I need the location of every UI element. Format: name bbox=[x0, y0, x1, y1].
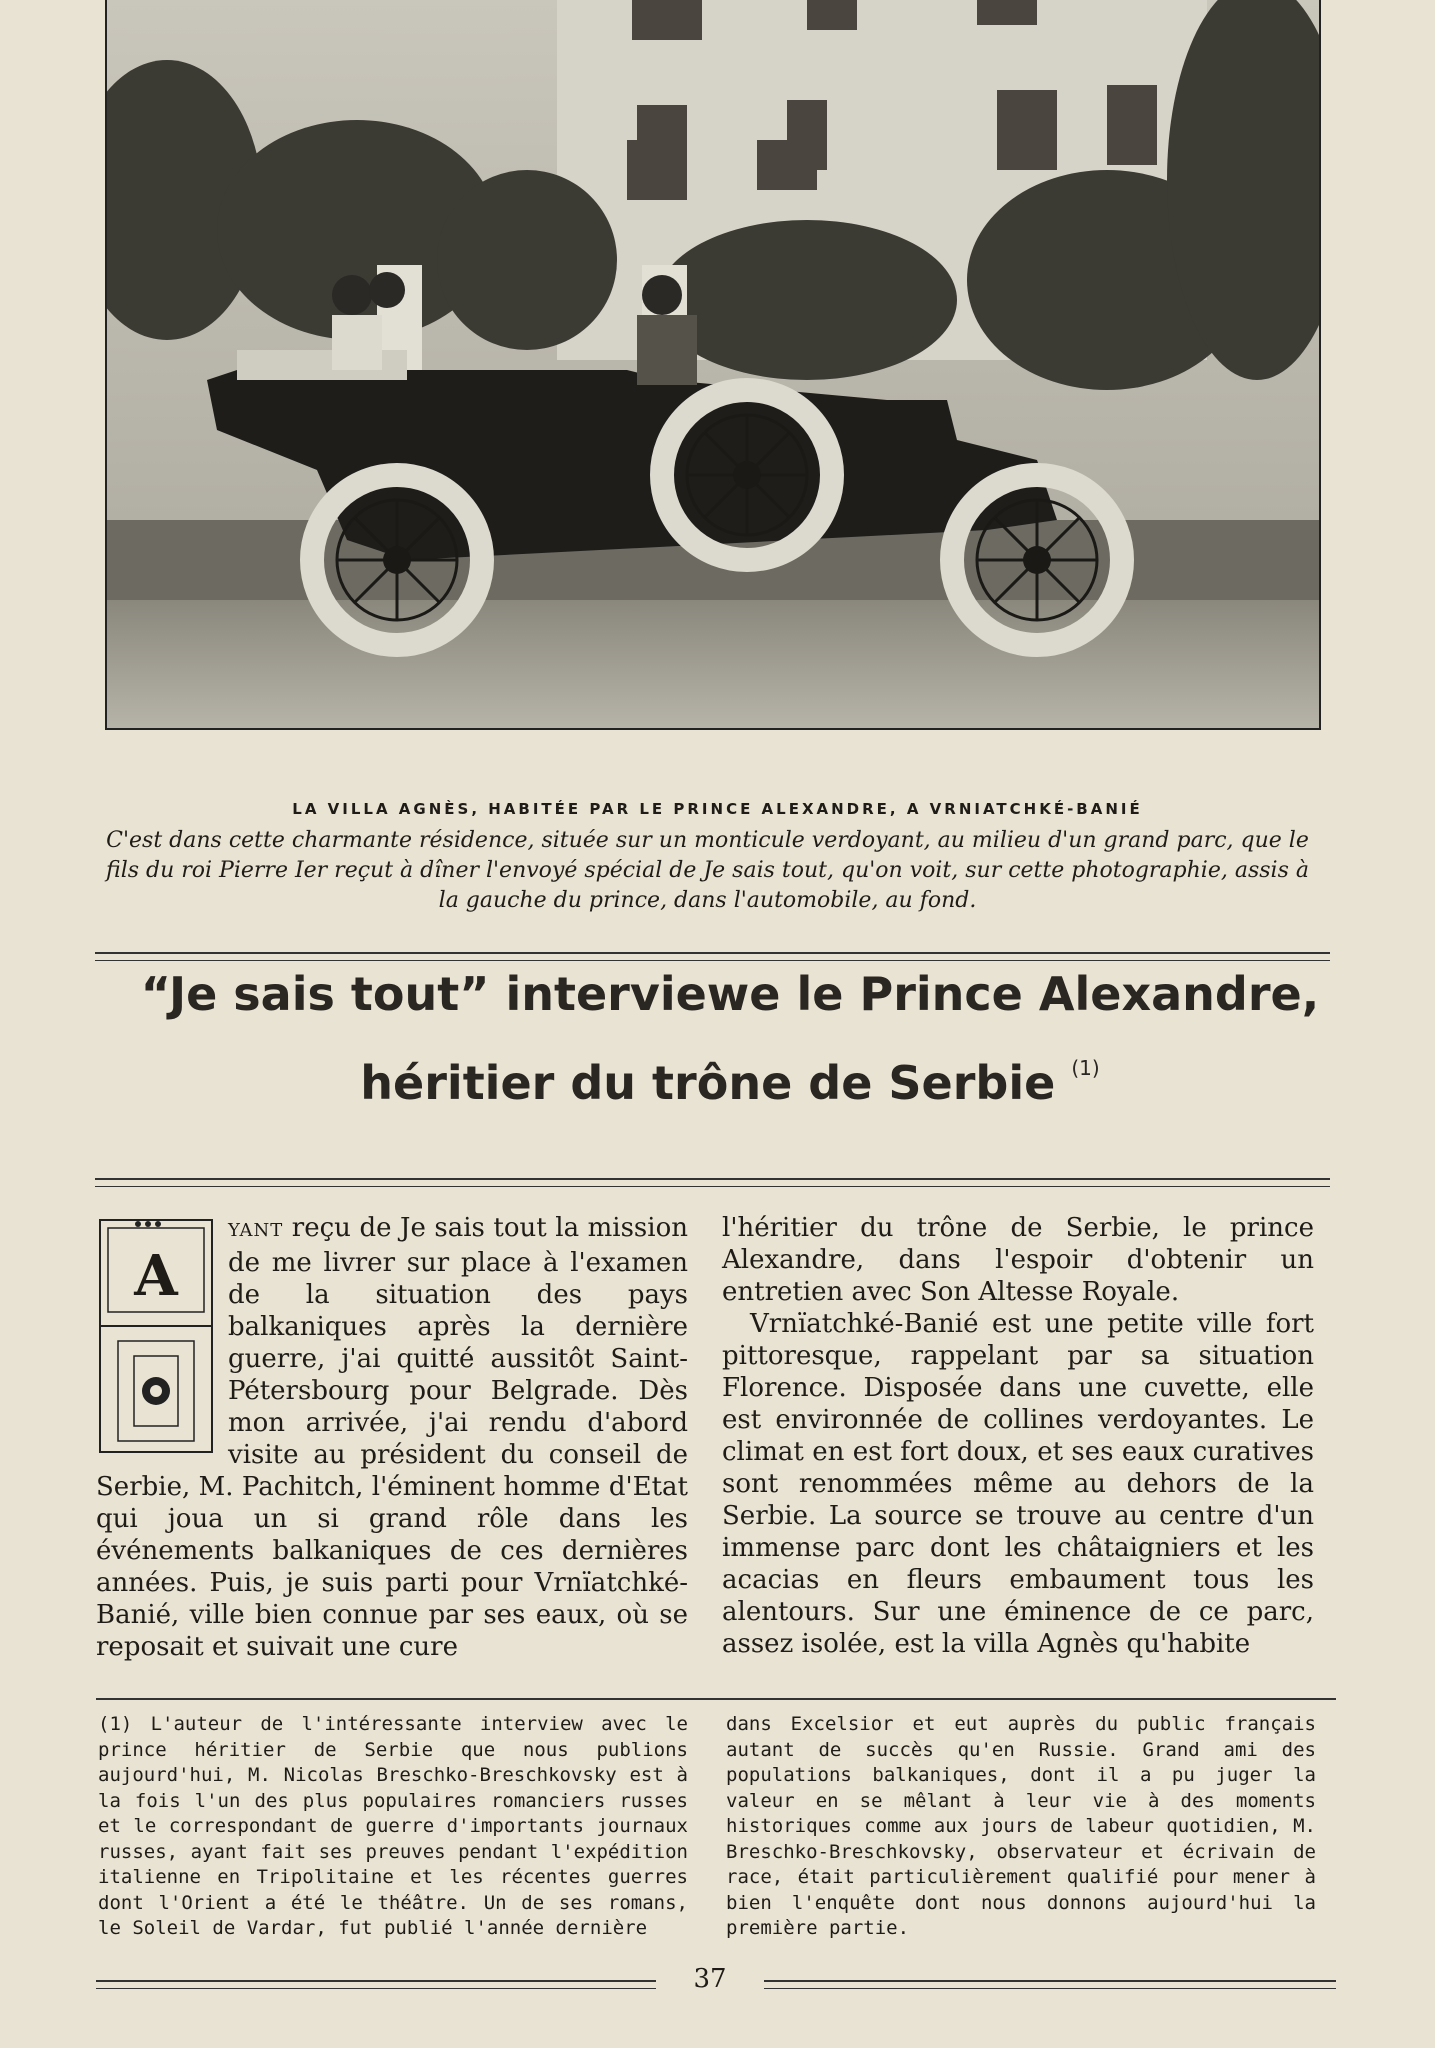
photo-villa-agnes bbox=[105, 0, 1321, 730]
lead-smallcap: YANT bbox=[228, 1220, 284, 1241]
photo-caption-text: C'est dans cette charmante résidence, située sur un monticule verdoyant, au milieu d'un grand parc, que le fils du roi Pierre Ier reçut à dîner l'envoyé spécial de Je sais tout, qu'on voit, sur cette photographie, assis à la gauche du prince, dans l'automobile, au fond. bbox=[106, 828, 1309, 913]
footnote-right bbox=[726, 1712, 1316, 1942]
footnote-left bbox=[98, 1712, 688, 1942]
article-column-right bbox=[722, 1212, 1314, 1660]
dropcap-letter: A bbox=[134, 1243, 178, 1309]
photo-caption-title: LA VILLA AGNÈS, HABITÉE PAR LE PRINCE ALEXANDRE, A VRNIATCHKÉ-BANIÉ bbox=[292, 800, 1143, 818]
headline-line-1: “Je sais tout” interviewe le Prince Alexandre, bbox=[140, 967, 1320, 1021]
page-rule-right bbox=[764, 1980, 1336, 1989]
left-column-text: reçu de Je sais tout la mission de me livrer sur place à l'examen de la situation des pays balkaniques après la dernière guerre, j'ai quitté aussitôt Saint-Pétersbourg pour Belgrade. Dès mon arrivée, j'ai rendu d'abord visite au président du conseil de Serbie, M. Pachitch, l'éminent homme d'Etat qui joua un si grand rôle dans les événements balkaniques de ces dernières années. Puis, je suis parti pour Vrnïatchké-Banié, ville bien connue par ses eaux, où se reposait et suivait une cure bbox=[96, 1213, 688, 1662]
photo-illustration bbox=[107, 0, 1319, 728]
divider-rule bbox=[95, 952, 1330, 961]
page-number: 37 bbox=[693, 1964, 727, 1994]
headline-line-2-text: héritier du trône de Serbie bbox=[360, 1056, 1056, 1110]
headline-line-2 bbox=[60, 1026, 1400, 1125]
right-column-paragraph-1: l'héritier du trône de Serbie, le prince Alexandre, dans l'espoir d'obtenir un entretien avec Son Altesse Royale. bbox=[722, 1213, 1314, 1307]
headline-footnote-marker: (1) bbox=[1071, 1056, 1100, 1080]
article-headline bbox=[60, 962, 1400, 1125]
right-column-paragraph-2: Vrnïatchké-Banié est une petite ville fort pittoresque, rappelant par sa situation Florence. Disposée dans une cuvette, elle est environnée de collines verdoyantes. Le climat en est fort doux, et ses eaux curatives sont renommées même au dehors de la Serbie. La source se trouve au centre d'un immense parc dont les châtaigniers et les acacias en fleurs embaument tous les alentours. Sur une éminence de ce parc, assez isolée, est la villa Agnès qu'habite bbox=[722, 1309, 1314, 1659]
article-column-left bbox=[96, 1212, 688, 1663]
footnote-rule bbox=[96, 1698, 1336, 1700]
footnote-right-text: dans Excelsior et eut auprès du public français autant de succès qu'en Russie. Grand ami des populations balkaniques, dont il a pu juger la valeur en se mêlant à leur vie à des moments historiques comme aux jours de labeur quotidien, M. Breschko-Breschkovsky, observateur et écrivain de race, était particulièrement qualifié pour mener à bien l'enquête dont nous donnons aujourd'hui la première partie. bbox=[726, 1713, 1316, 1939]
footnote-left-text: (1) L'auteur de l'intéressante interview avec le prince héritier de Serbie que nous publions aujourd'hui, M. Nicolas Breschko-Breschkovsky est à la fois l'un des plus populaires romanciers russes et le correspondant de guerre d'importants journaux russes, ayant fait ses preuves pendant l'expédition italienne en Tripolitaine et les récentes guerres dont l'Orient a été le théâtre. Un de ses romans, le Soleil de Vardar, fut publié l'année dernière bbox=[98, 1713, 688, 1939]
divider-rule bbox=[95, 1178, 1330, 1187]
dropcap-ornament bbox=[96, 1216, 216, 1456]
page-rule-left bbox=[96, 1980, 656, 1989]
